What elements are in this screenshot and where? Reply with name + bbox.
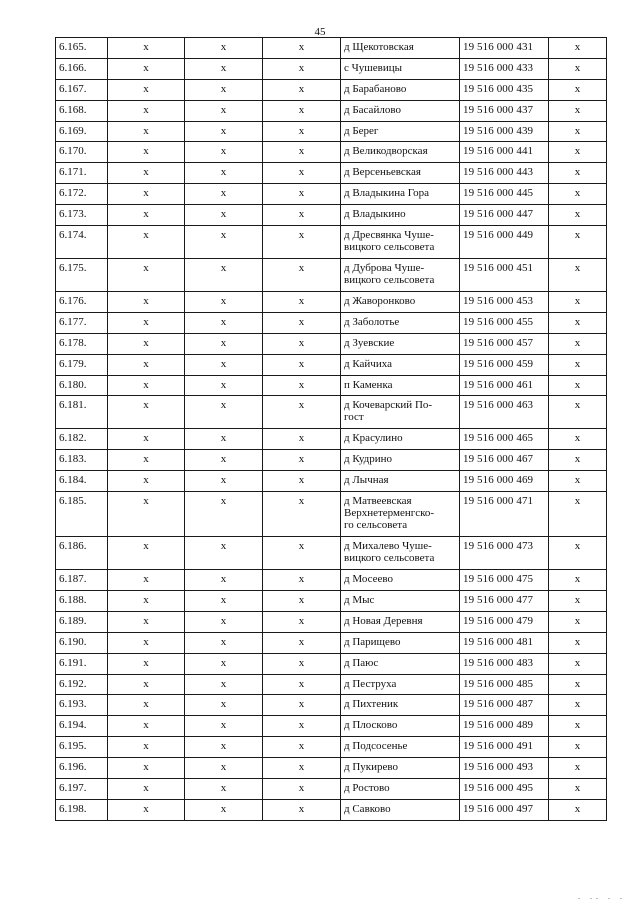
table-row [56, 758, 607, 779]
oktmo-code-cell: 19 516 000 449 [460, 226, 549, 259]
x-cell: x [263, 100, 341, 121]
row-number-cell: 6.178. [56, 333, 108, 354]
oktmo-code-cell: 19 516 000 445 [460, 184, 549, 205]
x-cell: x [263, 471, 341, 492]
x-cell: x [263, 450, 341, 471]
settlement-name-cell: д Берег [341, 121, 460, 142]
row-number-cell: 6.183. [56, 450, 108, 471]
oktmo-code-cell: 19 516 000 481 [460, 632, 549, 653]
x-cell: x [185, 375, 263, 396]
x-cell: x [185, 716, 263, 737]
x-cell: x [108, 632, 185, 653]
table-row [56, 716, 607, 737]
x-cell: x [108, 799, 185, 820]
table-row [56, 100, 607, 121]
row-number-cell: 6.197. [56, 779, 108, 800]
x-cell: x [263, 396, 341, 429]
table-row [56, 779, 607, 800]
x-cell: x [108, 737, 185, 758]
x-cell: x [185, 779, 263, 800]
table-row [56, 471, 607, 492]
settlement-name-cell [341, 537, 460, 570]
x-cell: x [108, 611, 185, 632]
row-number-cell: 6.198. [56, 799, 108, 820]
row-number-cell: 6.174. [56, 226, 108, 259]
x-cell: x [263, 333, 341, 354]
settlement-name-cell: д Кудрино [341, 450, 460, 471]
x-cell: x [108, 205, 185, 226]
row-number-cell: 6.179. [56, 354, 108, 375]
row-number-cell: 6.180. [56, 375, 108, 396]
row-number-cell: 6.165. [56, 38, 108, 59]
oktmo-code-cell: 19 516 000 497 [460, 799, 549, 820]
x-cell: x [549, 226, 607, 259]
table-row [56, 333, 607, 354]
x-cell: x [185, 100, 263, 121]
row-number-cell: 6.195. [56, 737, 108, 758]
x-cell: x [185, 632, 263, 653]
x-cell: x [549, 591, 607, 612]
settlement-name-line: д Михалево Чуше- [344, 540, 432, 553]
x-cell: x [549, 38, 607, 59]
row-number-cell: 6.194. [56, 716, 108, 737]
x-cell: x [185, 674, 263, 695]
x-cell: x [185, 38, 263, 59]
x-cell: x [263, 758, 341, 779]
row-number-cell: 6.181. [56, 396, 108, 429]
settlement-name-cell [341, 396, 460, 429]
x-cell: x [263, 799, 341, 820]
x-cell: x [549, 737, 607, 758]
row-number-cell: 6.169. [56, 121, 108, 142]
table-row [56, 375, 607, 396]
x-cell: x [108, 492, 185, 537]
x-cell: x [549, 450, 607, 471]
table-body [56, 38, 607, 821]
x-cell: x [263, 226, 341, 259]
settlement-name-line: вицкого сельсовета [344, 552, 435, 565]
table-row [56, 611, 607, 632]
oktmo-code-cell: 19 516 000 493 [460, 758, 549, 779]
settlement-name-line: Верхнетерменгско- [344, 507, 435, 520]
settlement-name-cell: д Красулино [341, 429, 460, 450]
settlement-name-cell: д Барабаново [341, 79, 460, 100]
settlement-name-line: д Матвеевская [344, 495, 412, 508]
oktmo-code-cell: 19 516 000 485 [460, 674, 549, 695]
x-cell: x [185, 184, 263, 205]
settlement-name-line: вицкого сельсовета [344, 274, 435, 287]
x-cell: x [185, 799, 263, 820]
x-cell: x [108, 184, 185, 205]
x-cell: x [108, 79, 185, 100]
row-number-cell: 6.193. [56, 695, 108, 716]
row-number-cell: 6.182. [56, 429, 108, 450]
x-cell: x [108, 450, 185, 471]
x-cell: x [185, 492, 263, 537]
x-cell: x [185, 121, 263, 142]
row-number-cell: 6.175. [56, 259, 108, 292]
settlements-table [55, 37, 607, 821]
oktmo-code-cell: 19 516 000 433 [460, 58, 549, 79]
oktmo-code-cell: 19 516 000 439 [460, 121, 549, 142]
x-cell: x [108, 716, 185, 737]
x-cell: x [185, 354, 263, 375]
page-number: 45 [314, 26, 326, 38]
x-cell: x [549, 799, 607, 820]
table-row [56, 799, 607, 820]
row-number-cell: 6.190. [56, 632, 108, 653]
x-cell: x [108, 58, 185, 79]
x-cell: x [108, 674, 185, 695]
x-cell: x [263, 779, 341, 800]
x-cell: x [263, 375, 341, 396]
x-cell: x [549, 292, 607, 313]
table-row [56, 450, 607, 471]
x-cell: x [263, 674, 341, 695]
table-row [56, 163, 607, 184]
x-cell: x [263, 121, 341, 142]
oktmo-code-cell: 19 516 000 459 [460, 354, 549, 375]
x-cell: x [185, 333, 263, 354]
x-cell: x [263, 591, 341, 612]
x-cell: x [549, 632, 607, 653]
x-cell: x [185, 537, 263, 570]
settlement-name-cell: д Великодворская [341, 142, 460, 163]
x-cell: x [185, 79, 263, 100]
table-row [56, 570, 607, 591]
settlement-name-line: го сельсовета [344, 519, 408, 532]
x-cell: x [549, 184, 607, 205]
oktmo-code-cell: 19 516 000 451 [460, 259, 549, 292]
oktmo-code-cell: 19 516 000 465 [460, 429, 549, 450]
x-cell: x [185, 142, 263, 163]
x-cell: x [549, 695, 607, 716]
settlement-name-cell: д Зуевские [341, 333, 460, 354]
settlement-name-cell: д Владыкино [341, 205, 460, 226]
x-cell: x [185, 312, 263, 333]
x-cell: x [108, 121, 185, 142]
row-number-cell: 6.191. [56, 653, 108, 674]
x-cell: x [263, 492, 341, 537]
x-cell: x [263, 611, 341, 632]
x-cell: x [263, 312, 341, 333]
x-cell: x [263, 292, 341, 313]
table-row [56, 492, 607, 537]
table-row [56, 632, 607, 653]
x-cell: x [185, 58, 263, 79]
oktmo-code-cell: 19 516 000 457 [460, 333, 549, 354]
settlement-name-cell: д Пихтеник [341, 695, 460, 716]
table-row [56, 695, 607, 716]
x-cell: x [549, 396, 607, 429]
x-cell: x [185, 259, 263, 292]
table-row [56, 121, 607, 142]
x-cell: x [185, 471, 263, 492]
oktmo-code-cell: 19 516 000 447 [460, 205, 549, 226]
settlement-name-cell: д Мыс [341, 591, 460, 612]
x-cell: x [108, 758, 185, 779]
x-cell: x [185, 163, 263, 184]
settlement-name-cell: д Плосково [341, 716, 460, 737]
x-cell: x [185, 396, 263, 429]
x-cell: x [263, 163, 341, 184]
row-number-cell: 6.168. [56, 100, 108, 121]
oktmo-code-cell: 19 516 000 467 [460, 450, 549, 471]
settlement-name-cell: д Паюс [341, 653, 460, 674]
settlement-name-cell: д Мосеево [341, 570, 460, 591]
settlement-name-cell: д Лычная [341, 471, 460, 492]
row-number-cell: 6.184. [56, 471, 108, 492]
scan-marks: . .. . . [578, 892, 626, 901]
x-cell: x [549, 674, 607, 695]
x-cell: x [108, 312, 185, 333]
x-cell: x [108, 396, 185, 429]
settlement-name-cell: д Версеньевская [341, 163, 460, 184]
table-row [56, 259, 607, 292]
table-row [56, 653, 607, 674]
x-cell: x [185, 611, 263, 632]
row-number-cell: 6.196. [56, 758, 108, 779]
oktmo-code-cell: 19 516 000 475 [460, 570, 549, 591]
oktmo-code-cell: 19 516 000 455 [460, 312, 549, 333]
table-row [56, 591, 607, 612]
x-cell: x [549, 779, 607, 800]
x-cell: x [185, 429, 263, 450]
settlement-name-line: д Дуброва Чуше- [344, 262, 425, 275]
table-row [56, 226, 607, 259]
x-cell: x [185, 205, 263, 226]
table-row [56, 354, 607, 375]
settlement-name-cell: с Чушевицы [341, 58, 460, 79]
settlement-name-cell: д Парищево [341, 632, 460, 653]
x-cell: x [185, 758, 263, 779]
oktmo-code-cell: 19 516 000 463 [460, 396, 549, 429]
x-cell: x [108, 163, 185, 184]
oktmo-code-cell: 19 516 000 473 [460, 537, 549, 570]
x-cell: x [263, 570, 341, 591]
row-number-cell: 6.172. [56, 184, 108, 205]
settlement-name-cell: д Кайчиха [341, 354, 460, 375]
x-cell: x [108, 653, 185, 674]
x-cell: x [549, 354, 607, 375]
oktmo-code-cell: 19 516 000 495 [460, 779, 549, 800]
x-cell: x [549, 58, 607, 79]
row-number-cell: 6.171. [56, 163, 108, 184]
x-cell: x [263, 653, 341, 674]
x-cell: x [263, 632, 341, 653]
x-cell: x [108, 570, 185, 591]
table-row [56, 79, 607, 100]
x-cell: x [549, 142, 607, 163]
settlement-name-line: д Кочеварский По- [344, 399, 433, 412]
settlement-name-cell [341, 259, 460, 292]
row-number-cell: 6.185. [56, 492, 108, 537]
x-cell: x [263, 354, 341, 375]
table-row [56, 537, 607, 570]
x-cell: x [108, 226, 185, 259]
x-cell: x [549, 375, 607, 396]
row-number-cell: 6.177. [56, 312, 108, 333]
x-cell: x [549, 259, 607, 292]
table-row [56, 737, 607, 758]
x-cell: x [185, 450, 263, 471]
row-number-cell: 6.186. [56, 537, 108, 570]
x-cell: x [549, 492, 607, 537]
settlement-name-line: вицкого сельсовета [344, 241, 435, 254]
settlement-name-cell: д Подсосенье [341, 737, 460, 758]
settlement-name-cell: д Пеструха [341, 674, 460, 695]
x-cell: x [185, 591, 263, 612]
oktmo-code-cell: 19 516 000 491 [460, 737, 549, 758]
x-cell: x [185, 570, 263, 591]
x-cell: x [549, 429, 607, 450]
table-row [56, 429, 607, 450]
oktmo-code-cell: 19 516 000 489 [460, 716, 549, 737]
table-row [56, 312, 607, 333]
x-cell: x [549, 471, 607, 492]
x-cell: x [263, 537, 341, 570]
x-cell: x [108, 375, 185, 396]
x-cell: x [263, 142, 341, 163]
x-cell: x [108, 333, 185, 354]
x-cell: x [549, 758, 607, 779]
x-cell: x [108, 354, 185, 375]
settlement-name-cell: д Басайлово [341, 100, 460, 121]
oktmo-code-cell: 19 516 000 443 [460, 163, 549, 184]
settlement-name-cell: д Владыкина Гора [341, 184, 460, 205]
x-cell: x [549, 312, 607, 333]
x-cell: x [108, 591, 185, 612]
x-cell: x [108, 779, 185, 800]
row-number-cell: 6.166. [56, 58, 108, 79]
table-row [56, 396, 607, 429]
settlement-name-line: гост [344, 411, 364, 424]
x-cell: x [263, 38, 341, 59]
oktmo-code-cell: 19 516 000 441 [460, 142, 549, 163]
x-cell: x [549, 333, 607, 354]
x-cell: x [263, 58, 341, 79]
x-cell: x [108, 142, 185, 163]
table-row [56, 58, 607, 79]
settlement-name-cell: д Савково [341, 799, 460, 820]
table-row [56, 674, 607, 695]
table-row [56, 205, 607, 226]
x-cell: x [185, 226, 263, 259]
table-row [56, 142, 607, 163]
settlement-name-cell: д Новая Деревня [341, 611, 460, 632]
settlement-name-cell [341, 492, 460, 537]
x-cell: x [263, 737, 341, 758]
x-cell: x [263, 429, 341, 450]
x-cell: x [549, 611, 607, 632]
table-row [56, 38, 607, 59]
x-cell: x [108, 100, 185, 121]
settlement-name-cell: д Пукирево [341, 758, 460, 779]
x-cell: x [549, 716, 607, 737]
row-number-cell: 6.176. [56, 292, 108, 313]
x-cell: x [108, 471, 185, 492]
x-cell: x [108, 695, 185, 716]
x-cell: x [185, 737, 263, 758]
x-cell: x [549, 100, 607, 121]
row-number-cell: 6.189. [56, 611, 108, 632]
oktmo-code-cell: 19 516 000 487 [460, 695, 549, 716]
x-cell: x [108, 259, 185, 292]
x-cell: x [108, 429, 185, 450]
table-row [56, 292, 607, 313]
x-cell: x [185, 292, 263, 313]
settlement-name-line: д Дресвянка Чуше- [344, 229, 434, 242]
x-cell: x [108, 292, 185, 313]
x-cell: x [549, 163, 607, 184]
oktmo-code-cell: 19 516 000 477 [460, 591, 549, 612]
x-cell: x [549, 537, 607, 570]
oktmo-code-cell: 19 516 000 483 [460, 653, 549, 674]
row-number-cell: 6.170. [56, 142, 108, 163]
row-number-cell: 6.187. [56, 570, 108, 591]
settlement-name-cell: д Заболотье [341, 312, 460, 333]
x-cell: x [185, 653, 263, 674]
x-cell: x [263, 79, 341, 100]
x-cell: x [263, 205, 341, 226]
x-cell: x [263, 716, 341, 737]
oktmo-code-cell: 19 516 000 453 [460, 292, 549, 313]
x-cell: x [263, 695, 341, 716]
settlement-name-cell: п Каменка [341, 375, 460, 396]
oktmo-code-cell: 19 516 000 471 [460, 492, 549, 537]
oktmo-code-cell: 19 516 000 461 [460, 375, 549, 396]
oktmo-code-cell: 19 516 000 435 [460, 79, 549, 100]
x-cell: x [549, 79, 607, 100]
x-cell: x [108, 38, 185, 59]
x-cell: x [108, 537, 185, 570]
oktmo-code-cell: 19 516 000 437 [460, 100, 549, 121]
x-cell: x [549, 653, 607, 674]
x-cell: x [185, 695, 263, 716]
row-number-cell: 6.167. [56, 79, 108, 100]
x-cell: x [549, 121, 607, 142]
row-number-cell: 6.173. [56, 205, 108, 226]
settlement-name-cell: д Жаворонково [341, 292, 460, 313]
settlement-name-cell: д Щекотовская [341, 38, 460, 59]
x-cell: x [549, 570, 607, 591]
settlement-name-cell: д Ростово [341, 779, 460, 800]
row-number-cell: 6.192. [56, 674, 108, 695]
x-cell: x [263, 184, 341, 205]
oktmo-code-cell: 19 516 000 431 [460, 38, 549, 59]
table-row [56, 184, 607, 205]
oktmo-code-cell: 19 516 000 469 [460, 471, 549, 492]
oktmo-code-cell: 19 516 000 479 [460, 611, 549, 632]
x-cell: x [549, 205, 607, 226]
row-number-cell: 6.188. [56, 591, 108, 612]
x-cell: x [263, 259, 341, 292]
settlement-name-cell [341, 226, 460, 259]
